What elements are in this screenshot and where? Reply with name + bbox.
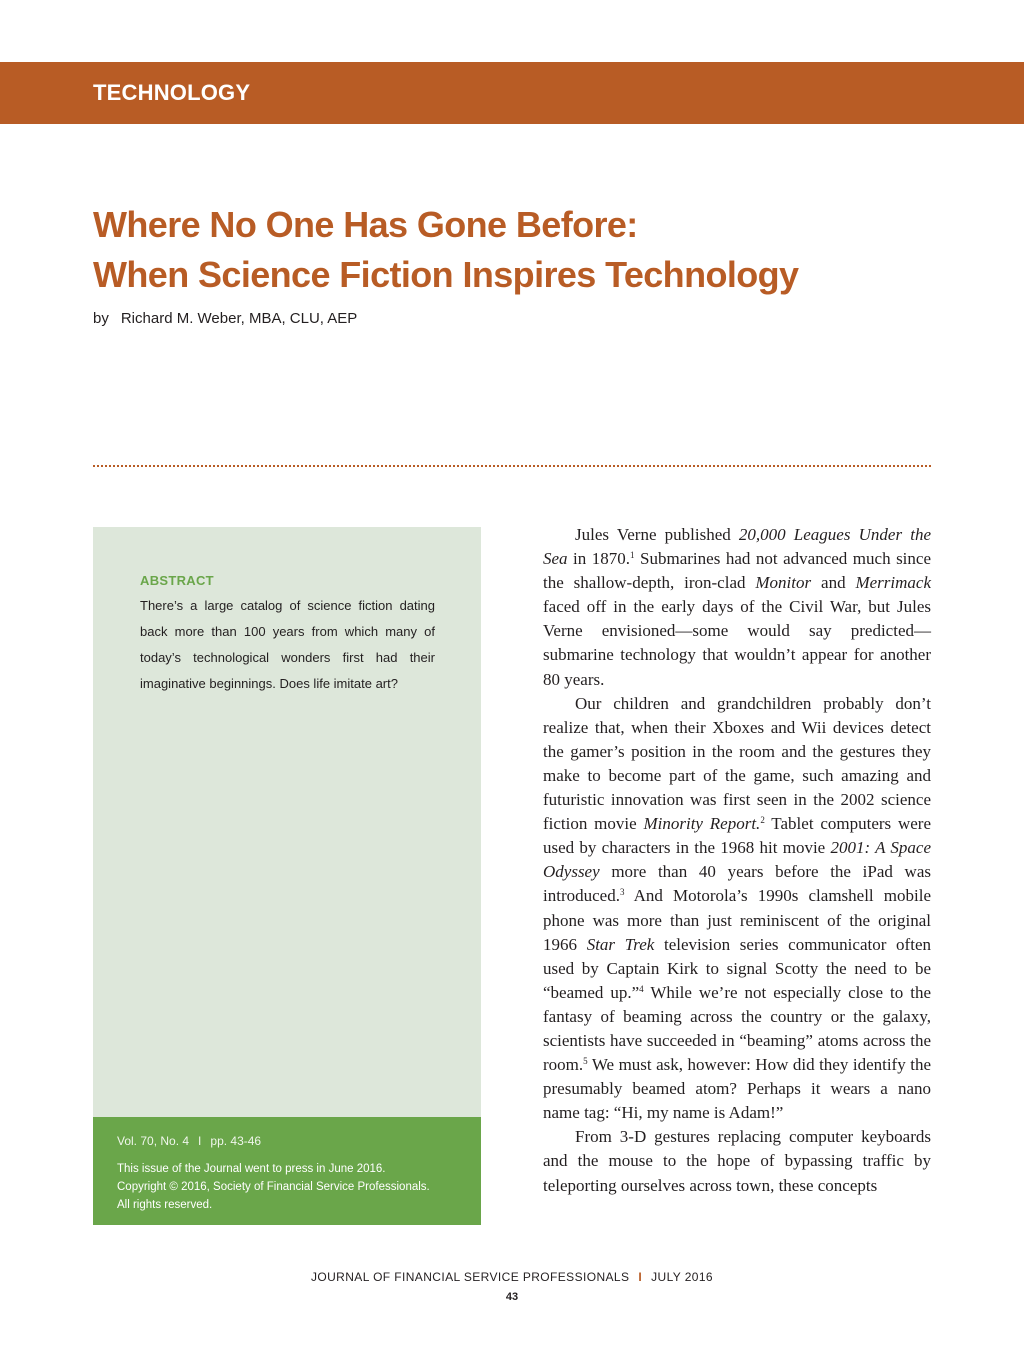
- rights-line: All rights reserved.: [117, 1199, 213, 1211]
- abstract-text: There’s a large catalog of science fiction dating back more than 100 years from which many of today’s technological wonders first had their imaginative beginnings. Does life imitate art?: [140, 598, 435, 691]
- text-run: in 1870.: [567, 549, 631, 569]
- journal-name: JOURNAL OF FINANCIAL SERVICE PROFESSIONALS: [310, 1270, 630, 1284]
- text-run: And Motorola’s 1990s clamshell mobile phone was more than just reminiscent of the original 1966: [543, 886, 931, 954]
- byline: [93, 310, 357, 327]
- footnote-ref: 1: [630, 550, 635, 561]
- text-run: Tablet computers were used by characters in the 1968 hit movie: [543, 814, 931, 858]
- abstract-sidebar: [93, 527, 481, 1117]
- body-paragraph-1: [543, 523, 931, 692]
- text-run: more than 40 years before the iPad was introduced.: [543, 862, 931, 906]
- body-paragraph-3: [543, 1125, 931, 1197]
- text-run: Jules Verne published: [575, 525, 739, 544]
- text-run: While we’re not especially close to the fantasy of beaming across the country or the galaxy, scientists have succeeded in “beaming” atoms across the room.: [543, 982, 931, 1075]
- text-run: Our children and grandchildren probably don’t realize that, when their Xboxes and Wii devices detect the gamer’s position in the room and the gestures they make to become part of the game, such amazing and futuristic innovation was first seen in the 2002 science fiction movie: [543, 693, 931, 834]
- article-title: [93, 200, 953, 300]
- abstract-heading: ABSTRACT: [140, 573, 214, 588]
- article-title-line-1: Where No One Has Gone Before:: [93, 204, 638, 245]
- movie-title: 2001: A Space Odyssey: [543, 838, 931, 882]
- article-title-line-2: When Science Fiction Inspires Technology: [93, 254, 799, 295]
- article-body: [543, 523, 931, 1198]
- page-range: pp. 43-46: [210, 1134, 262, 1148]
- volume-separator: I: [198, 1134, 202, 1148]
- byline-prefix: by: [93, 310, 109, 327]
- series-title: Star Trek: [586, 934, 655, 954]
- copyright-note: [117, 1160, 477, 1214]
- ship-name: Monitor: [755, 573, 812, 593]
- dotted-divider: [93, 465, 931, 467]
- book-title: 20,000 Leagues Under the Sea: [543, 525, 931, 569]
- footer-separator: I: [638, 1270, 643, 1284]
- footnote-ref: 2: [760, 815, 765, 826]
- section-banner: [0, 62, 1024, 124]
- text-run: television series communicator often used by Captain Kirk to signal Scotty the need to be “beamed up.”: [543, 934, 931, 1002]
- press-date-note: This issue of the Journal went to press in June 2016.: [117, 1163, 386, 1175]
- ship-name: Merrimack: [855, 573, 931, 593]
- text-run: From 3-D gestures replacing computer keyboards and the mouse to the hope of bypassing traffic by teleporting ourselves across town, these concepts: [543, 1127, 931, 1195]
- footnote-ref: 5: [583, 1056, 588, 1067]
- issue-date: JULY 2016: [651, 1270, 714, 1284]
- section-label: TECHNOLOGY: [93, 80, 251, 105]
- text-run: faced off in the early days of the Civil War, but Jules Verne envisioned—some would say predicted—submarine technology that wouldn’t appear for another 80 years.: [543, 597, 931, 689]
- volume-number: Vol. 70, No. 4: [117, 1134, 190, 1148]
- page-number: 43: [505, 1291, 519, 1303]
- text-run: Submarines had not advanced much since the shallow-depth, iron-clad: [543, 549, 931, 593]
- copyright-line: Copyright © 2016, Society of Financial Service Professionals.: [117, 1181, 430, 1193]
- text-run: and: [811, 573, 856, 593]
- issue-info-box: [93, 1117, 481, 1225]
- footnote-ref: 4: [639, 983, 644, 994]
- movie-title: Minority Report.: [643, 814, 761, 834]
- page-footer: [0, 1270, 1024, 1284]
- text-run: We must ask, however: How did they identify the presumably beamed atom? Perhaps it wears a nano name tag: “Hi, my name is Adam!”: [543, 1055, 931, 1123]
- footnote-ref: 3: [619, 887, 625, 898]
- body-paragraph-2: [543, 692, 931, 1126]
- author-name: Richard M. Weber, MBA, CLU, AEP: [120, 310, 358, 327]
- volume-line: [117, 1134, 261, 1148]
